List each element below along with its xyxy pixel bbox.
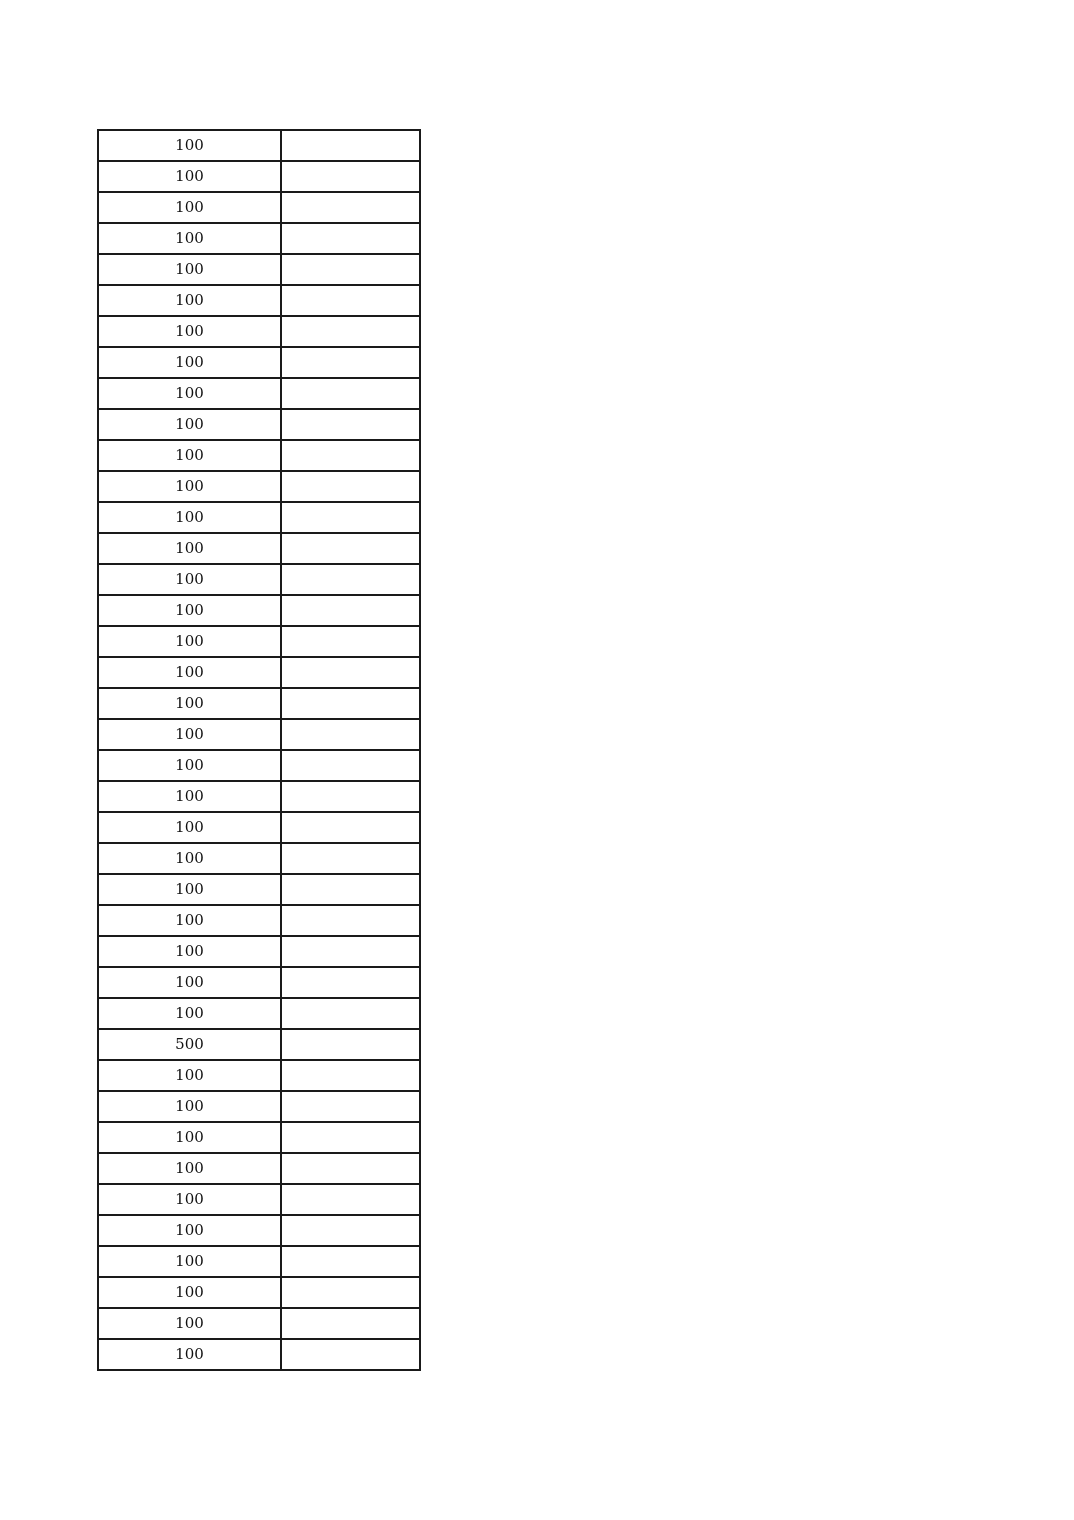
note-cell[interactable] <box>281 1339 420 1370</box>
note-cell[interactable] <box>281 781 420 812</box>
note-cell[interactable] <box>281 812 420 843</box>
amount-cell[interactable]: 100 <box>98 781 281 812</box>
note-cell[interactable] <box>281 843 420 874</box>
amount-cell[interactable]: 100 <box>98 998 281 1029</box>
amount-cell[interactable]: 100 <box>98 1215 281 1246</box>
table-row <box>98 595 420 626</box>
note-cell[interactable] <box>281 595 420 626</box>
table-row <box>98 347 420 378</box>
table-row <box>98 626 420 657</box>
note-cell[interactable] <box>281 130 420 161</box>
note-cell[interactable] <box>281 1153 420 1184</box>
amount-cell[interactable]: 100 <box>98 967 281 998</box>
table-row <box>98 378 420 409</box>
table-row <box>98 719 420 750</box>
note-cell[interactable] <box>281 1029 420 1060</box>
note-cell[interactable] <box>281 998 420 1029</box>
amount-cell[interactable]: 100 <box>98 564 281 595</box>
table-row <box>98 440 420 471</box>
table-row <box>98 1277 420 1308</box>
table-row <box>98 471 420 502</box>
table-row <box>98 967 420 998</box>
table-row <box>98 1184 420 1215</box>
table-row <box>98 502 420 533</box>
note-cell[interactable] <box>281 192 420 223</box>
table-row <box>98 316 420 347</box>
amount-cell[interactable]: 100 <box>98 285 281 316</box>
note-cell[interactable] <box>281 161 420 192</box>
amounts-table <box>97 129 421 1371</box>
amount-cell[interactable]: 100 <box>98 161 281 192</box>
note-cell[interactable] <box>281 1246 420 1277</box>
table-row <box>98 874 420 905</box>
amount-cell[interactable]: 100 <box>98 254 281 285</box>
table-row <box>98 843 420 874</box>
amount-cell[interactable]: 100 <box>98 502 281 533</box>
note-cell[interactable] <box>281 967 420 998</box>
table-row <box>98 936 420 967</box>
table-row <box>98 657 420 688</box>
amount-cell[interactable]: 100 <box>98 1308 281 1339</box>
table-row <box>98 409 420 440</box>
note-cell[interactable] <box>281 1215 420 1246</box>
amount-cell[interactable]: 100 <box>98 595 281 626</box>
amount-cell[interactable]: 100 <box>98 1153 281 1184</box>
note-cell[interactable] <box>281 440 420 471</box>
table-row <box>98 1060 420 1091</box>
amount-cell[interactable]: 100 <box>98 1060 281 1091</box>
amount-cell[interactable]: 100 <box>98 1277 281 1308</box>
amount-cell[interactable]: 100 <box>98 719 281 750</box>
note-cell[interactable] <box>281 905 420 936</box>
note-cell[interactable] <box>281 719 420 750</box>
note-cell[interactable] <box>281 316 420 347</box>
table-row <box>98 254 420 285</box>
amount-cell[interactable]: 100 <box>98 1246 281 1277</box>
table-row <box>98 564 420 595</box>
table-row <box>98 688 420 719</box>
table-row <box>98 1029 420 1060</box>
amount-cell[interactable]: 100 <box>98 874 281 905</box>
amount-cell[interactable]: 100 <box>98 378 281 409</box>
table-row <box>98 998 420 1029</box>
note-cell[interactable] <box>281 688 420 719</box>
note-cell[interactable] <box>281 254 420 285</box>
amount-cell[interactable]: 100 <box>98 533 281 564</box>
table-row <box>98 285 420 316</box>
table-row <box>98 1091 420 1122</box>
amount-cell[interactable]: 100 <box>98 1091 281 1122</box>
note-cell[interactable] <box>281 564 420 595</box>
amount-cell[interactable]: 100 <box>98 1122 281 1153</box>
note-cell[interactable] <box>281 1308 420 1339</box>
table-row <box>98 1308 420 1339</box>
amount-cell[interactable]: 100 <box>98 130 281 161</box>
table-row <box>98 905 420 936</box>
amount-cell[interactable]: 100 <box>98 409 281 440</box>
amount-cell[interactable]: 100 <box>98 192 281 223</box>
table-row <box>98 1122 420 1153</box>
amount-cell[interactable]: 100 <box>98 626 281 657</box>
note-cell[interactable] <box>281 285 420 316</box>
amount-cell[interactable]: 100 <box>98 905 281 936</box>
spreadsheet-page <box>97 129 419 1389</box>
amount-cell[interactable]: 100 <box>98 936 281 967</box>
note-cell[interactable] <box>281 409 420 440</box>
note-cell[interactable] <box>281 223 420 254</box>
amount-cell[interactable]: 100 <box>98 316 281 347</box>
amount-cell[interactable]: 100 <box>98 471 281 502</box>
table-row <box>98 1339 420 1370</box>
table-row <box>98 533 420 564</box>
amount-cell[interactable]: 100 <box>98 347 281 378</box>
note-cell[interactable] <box>281 378 420 409</box>
note-cell[interactable] <box>281 502 420 533</box>
note-cell[interactable] <box>281 533 420 564</box>
amount-cell[interactable]: 100 <box>98 440 281 471</box>
table-row <box>98 161 420 192</box>
amount-cell[interactable]: 100 <box>98 1184 281 1215</box>
note-cell[interactable] <box>281 1184 420 1215</box>
amounts-table-body <box>98 130 420 1370</box>
note-cell[interactable] <box>281 626 420 657</box>
note-cell[interactable] <box>281 874 420 905</box>
table-row <box>98 812 420 843</box>
note-cell[interactable] <box>281 1060 420 1091</box>
note-cell[interactable] <box>281 347 420 378</box>
table-row <box>98 192 420 223</box>
amount-cell[interactable]: 100 <box>98 688 281 719</box>
note-cell[interactable] <box>281 1277 420 1308</box>
table-row <box>98 1246 420 1277</box>
amount-cell[interactable]: 100 <box>98 750 281 781</box>
note-cell[interactable] <box>281 750 420 781</box>
table-row <box>98 223 420 254</box>
amount-cell[interactable]: 100 <box>98 1339 281 1370</box>
table-row <box>98 1153 420 1184</box>
note-cell[interactable] <box>281 1122 420 1153</box>
note-cell[interactable] <box>281 657 420 688</box>
amount-cell[interactable]: 100 <box>98 223 281 254</box>
table-row <box>98 750 420 781</box>
note-cell[interactable] <box>281 471 420 502</box>
table-row <box>98 1215 420 1246</box>
note-cell[interactable] <box>281 1091 420 1122</box>
amount-cell[interactable]: 100 <box>98 657 281 688</box>
note-cell[interactable] <box>281 936 420 967</box>
amount-cell[interactable]: 100 <box>98 812 281 843</box>
table-row <box>98 781 420 812</box>
amount-cell[interactable]: 500 <box>98 1029 281 1060</box>
amount-cell[interactable]: 100 <box>98 843 281 874</box>
table-row <box>98 130 420 161</box>
